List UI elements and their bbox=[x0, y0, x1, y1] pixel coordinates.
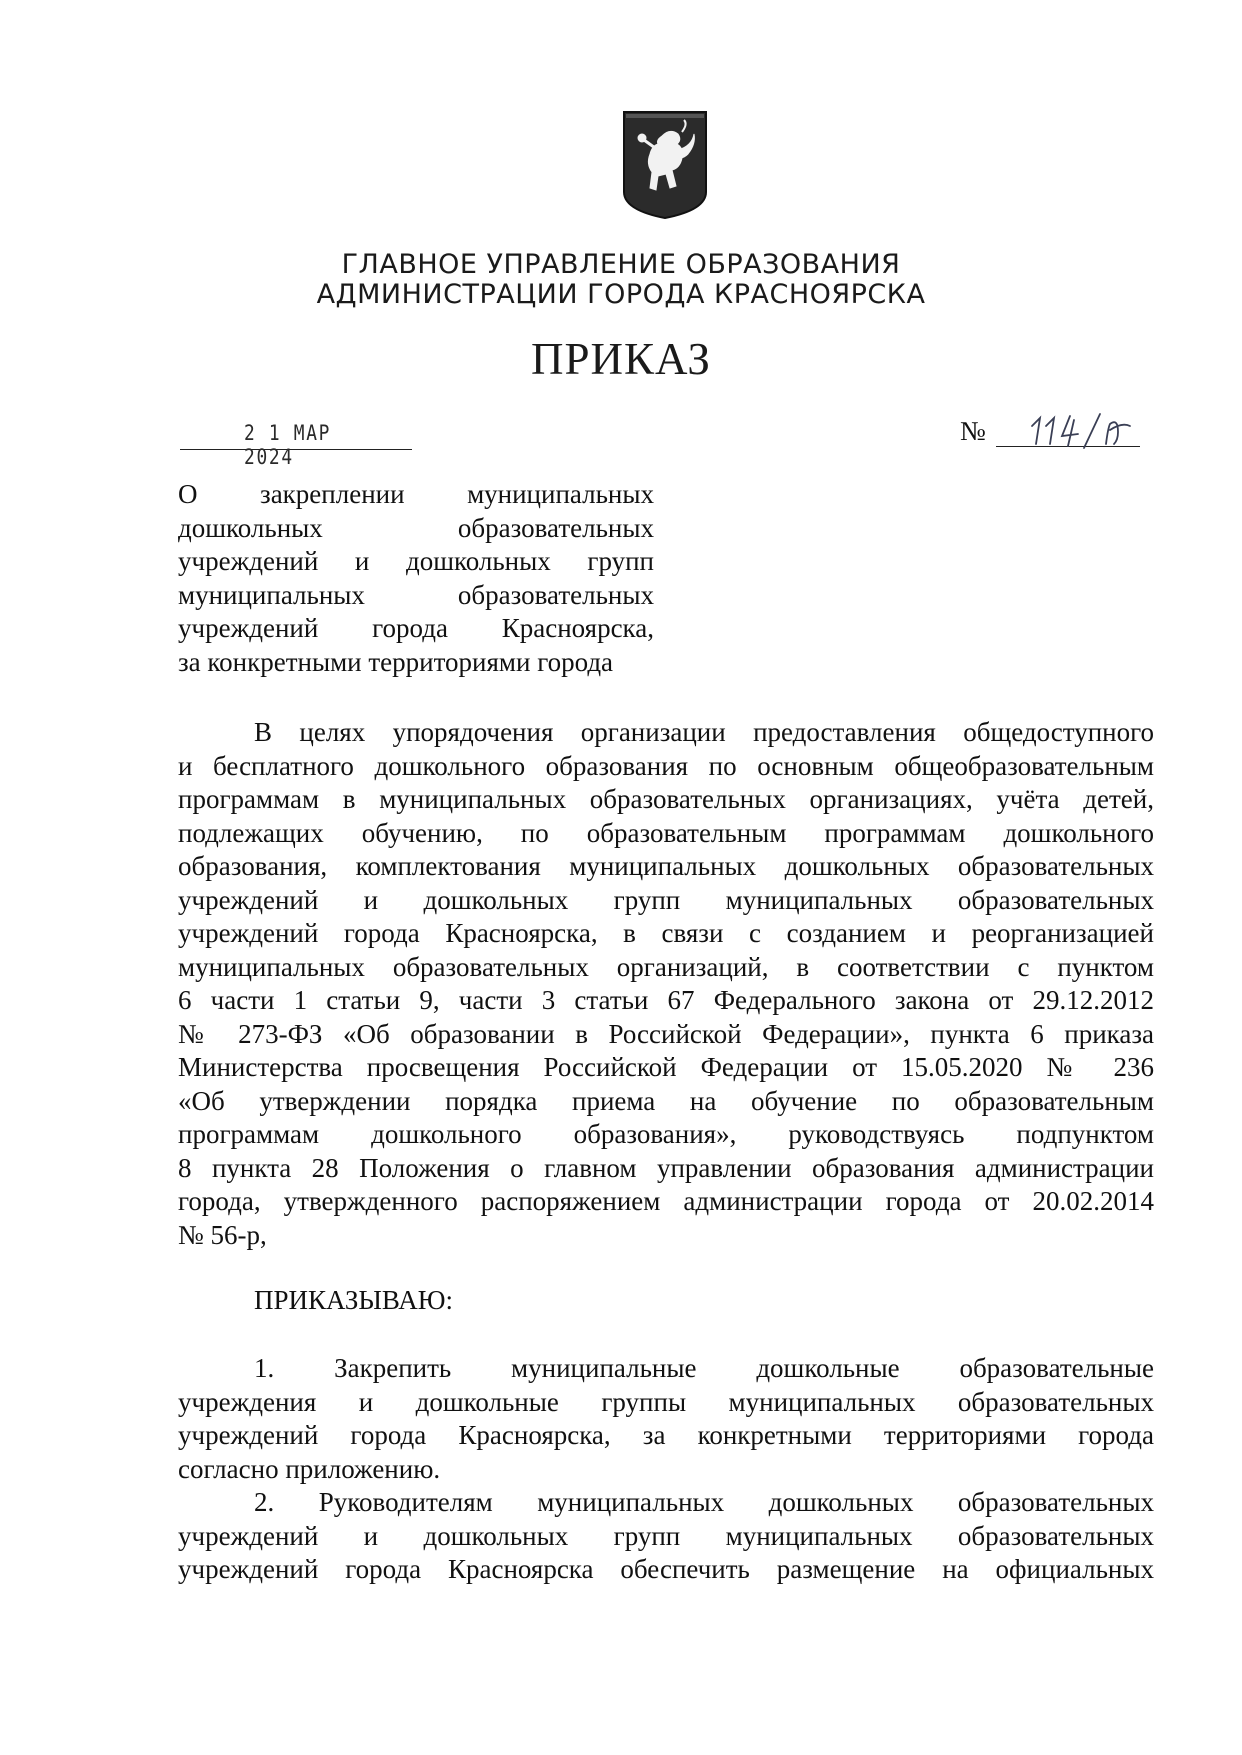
preamble-paragraph bbox=[178, 716, 1154, 1252]
body-line: образования, комплектования муниципальных дошкольных образовательных bbox=[178, 851, 1154, 881]
organization-name-line-2: АДМИНИСТРАЦИИ ГОРОДА КРАСНОЯРСКА bbox=[316, 279, 926, 310]
item-line: учреждений и дошкольных групп муниципальных образовательных bbox=[178, 1520, 1154, 1551]
body-line: № 273-ФЗ «Об образовании в Российской Федерации», пункта 6 приказа bbox=[178, 1018, 1154, 1049]
subject-line: дошкольных образовательных bbox=[178, 512, 654, 543]
body-line: учреждений города Красноярска, в связи с созданием и реорганизацией bbox=[178, 918, 1154, 948]
body-line: города, утвержденного распоряжением администрации города от 20.02.2014 bbox=[178, 1186, 1154, 1216]
order-items bbox=[178, 1352, 1154, 1587]
order-number-field bbox=[996, 414, 1140, 447]
subject-line: О закреплении муниципальных bbox=[178, 479, 654, 509]
order-subject bbox=[178, 478, 654, 679]
item-line: учреждений города Красноярска, за конкретными территориями города bbox=[178, 1420, 1154, 1450]
number-sign: № bbox=[960, 416, 986, 446]
subject-line: за конкретными территориями города bbox=[178, 646, 614, 677]
body-line: и бесплатного дошкольного образования по основным общеобразовательным bbox=[178, 750, 1154, 781]
body-line: № 56-р, bbox=[178, 1219, 267, 1250]
body-line: 6 части 1 статьи 9, части 3 статьи 67 Федерального закона от 29.12.2012 bbox=[178, 985, 1154, 1015]
body-line: Министерства просвещения Российской Федерации от 15.05.2020 № 236 bbox=[178, 1052, 1154, 1082]
subject-line: учреждений и дошкольных групп bbox=[178, 546, 654, 576]
subject-line: муниципальных образовательных bbox=[178, 579, 654, 610]
body-line: подлежащих обучению, по образовательным программам дошкольного bbox=[178, 817, 1154, 848]
item-line: 1. Закрепить муниципальные дошкольные образовательные bbox=[254, 1353, 1154, 1383]
body-line: 8 пункта 28 Положения о главном управлении образования администрации bbox=[178, 1152, 1154, 1183]
subject-line: учреждений города Красноярска, bbox=[178, 613, 654, 643]
body-line: «Об утверждении порядка приема на обучение по образовательным bbox=[178, 1085, 1154, 1116]
organization-name-line-1: ГЛАВНОЕ УПРАВЛЕНИЕ ОБРАЗОВАНИЯ bbox=[341, 249, 901, 280]
item-line: учреждения и дошкольные группы муниципальных образовательных bbox=[178, 1386, 1154, 1417]
body-line: программам в муниципальных образовательных организациях, учёта детей, bbox=[178, 784, 1154, 814]
coat-of-arms-emblem bbox=[622, 110, 708, 220]
item-line: согласно приложению. bbox=[178, 1453, 441, 1484]
order-directive-word: ПРИКАЗЫВАЮ: bbox=[254, 1285, 453, 1315]
document-title: ПРИКАЗ bbox=[531, 334, 711, 384]
body-line: учреждений и дошкольных групп муниципальных образовательных bbox=[178, 884, 1154, 915]
handwritten-order-number bbox=[1026, 410, 1136, 450]
date-stamp: 2 1 МАР 2024 bbox=[244, 421, 332, 469]
body-line: В целях упорядочения организации предоставления общедоступного bbox=[254, 717, 1154, 747]
item-line: 2. Руководителям муниципальных дошкольных образовательных bbox=[254, 1487, 1154, 1517]
item-line: учреждений города Красноярска обеспечить размещение на официальных bbox=[178, 1554, 1154, 1584]
body-line: муниципальных образовательных организаций, в соответствии с пунктом bbox=[178, 951, 1154, 982]
body-line: программам дошкольного образования», руководствуясь подпунктом bbox=[178, 1119, 1154, 1149]
date-field bbox=[180, 419, 412, 469]
